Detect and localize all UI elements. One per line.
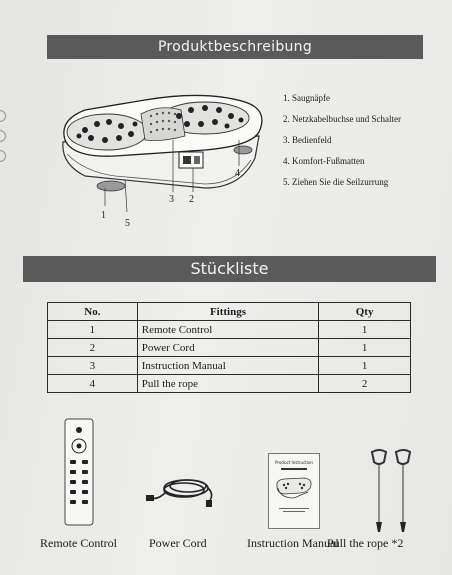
item-label-power-cord: Power Cord (149, 536, 207, 550)
table-header-row (48, 303, 411, 321)
manual-cover-line (283, 511, 305, 512)
manual-cover-device (274, 476, 314, 502)
legend-item: 3. Bedienfeld (283, 135, 332, 145)
cell-qty: 2 (319, 375, 411, 393)
callout-4: 4 (235, 168, 240, 179)
callout-3: 3 (169, 194, 174, 205)
item-label-pull-rope: Pull the rope *2 (327, 536, 404, 550)
item-label-instruction-manual: Instruction Manual (247, 536, 339, 550)
legend-item: 2. Netzkabelbuchse und Schalter (283, 114, 401, 124)
callout-2: 2 (189, 194, 194, 205)
manual-cover-line (279, 508, 309, 509)
cell-qty: 1 (319, 339, 411, 357)
legend-item: 1. Saugnäpfe (283, 93, 330, 103)
cell-no: 1 (48, 321, 138, 339)
callout-1: 1 (101, 210, 106, 221)
cell-qty: 1 (319, 321, 411, 339)
cell-qty: 1 (319, 357, 411, 375)
cell-no: 4 (48, 375, 138, 393)
table-row (48, 321, 411, 339)
table-row (48, 375, 411, 393)
pull-rope-icon (366, 446, 416, 534)
legend-item: 4. Komfort-Fußmatten (283, 156, 365, 166)
item-label-remote-control: Remote Control (40, 536, 117, 550)
cell-no: 2 (48, 339, 138, 357)
table-row (48, 339, 411, 357)
parts-legend (283, 88, 401, 193)
power-cord-icon (144, 470, 216, 510)
column-header-qty: Qty (319, 303, 411, 321)
cell-fitting: Power Cord (137, 339, 319, 357)
section-title-parts-list: Stückliste (23, 256, 436, 282)
cell-fitting: Instruction Manual (137, 357, 319, 375)
column-header-fittings: Fittings (137, 303, 319, 321)
vibration-plate-illustration (55, 80, 285, 230)
section-title-product-description: Produktbeschreibung (47, 35, 423, 59)
fittings-table (47, 302, 411, 393)
callout-5: 5 (125, 218, 130, 229)
instruction-manual-icon (268, 453, 320, 529)
remote-control-icon (64, 418, 94, 526)
table-row (48, 357, 411, 375)
manual-cover-bar (281, 468, 307, 470)
cell-no: 3 (48, 357, 138, 375)
column-header-no: No. (48, 303, 138, 321)
cell-fitting: Remote Control (137, 321, 319, 339)
legend-item: 5. Ziehen Sie die Seilzurrung (283, 177, 389, 187)
binding-holes (0, 110, 6, 170)
cell-fitting: Pull the rope (137, 375, 319, 393)
manual-cover-title: Product Instruction (275, 460, 313, 465)
